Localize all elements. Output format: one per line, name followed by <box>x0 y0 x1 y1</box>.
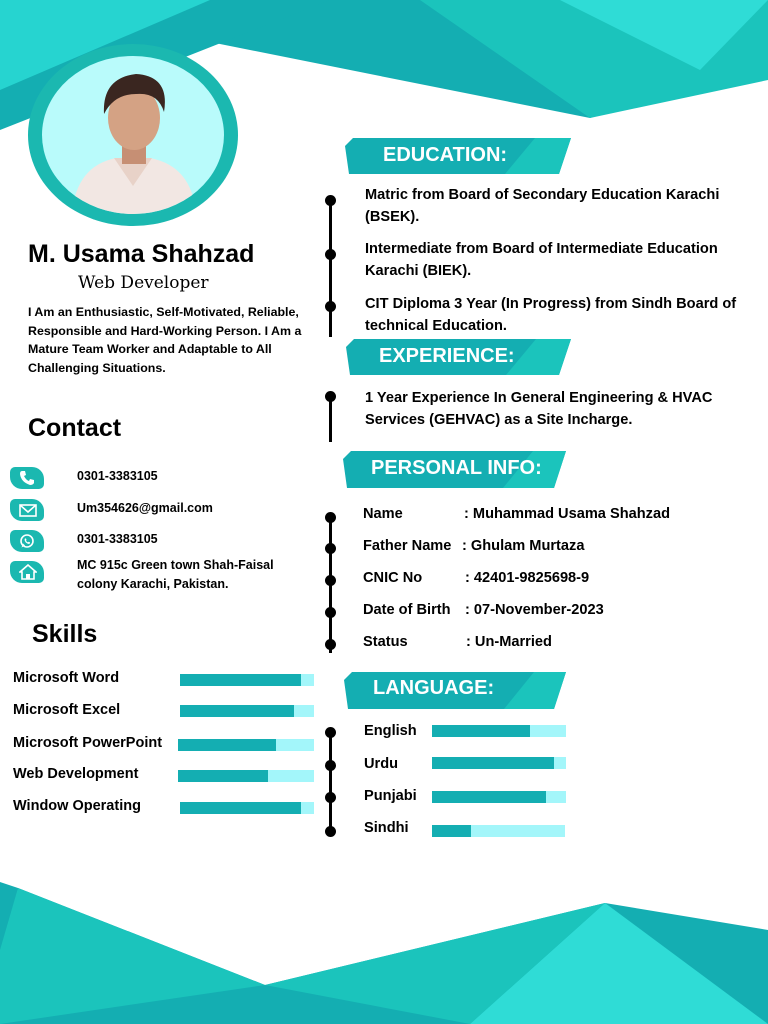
home-icon <box>10 561 44 583</box>
contact-phone-text: 0301-3383105 <box>77 469 158 483</box>
education-entry: CIT Diploma 3 Year (In Progress) from Sindh Board of technical Education. <box>365 296 737 334</box>
personal-label: Father Name <box>363 538 452 554</box>
timeline-dot <box>325 301 336 312</box>
phone-icon <box>10 467 44 489</box>
profile-photo <box>42 56 224 214</box>
personal-value: : Un-Married <box>466 634 552 650</box>
language-bar-fill <box>432 725 530 737</box>
skill-bar-fill <box>178 739 276 751</box>
language-label: Urdu <box>364 756 399 772</box>
timeline-dot <box>325 639 336 650</box>
education-heading: EDUCATION: <box>383 144 508 166</box>
language-bar <box>432 791 566 803</box>
timeline-dot <box>325 760 336 771</box>
personal-label: Date of Birth <box>363 602 451 618</box>
contact-whatsapp-text: 0301-3383105 <box>77 532 158 546</box>
education-entry: Matric from Board of Secondary Education Karachi (BSEK). <box>365 187 720 225</box>
contact-address-text: MC 915c Green town Shah-Faisal colony Karachi, Pakistan. <box>77 558 274 591</box>
contact-heading: Contact <box>28 414 122 442</box>
skill-label: Web Development <box>13 766 139 782</box>
language-label: Sindhi <box>364 820 409 836</box>
experience-entry: 1 Year Experience In General Engineering & HVAC Services (GEHVAC) as a Site Incharge. <box>365 390 713 428</box>
language-bar-fill <box>432 825 471 837</box>
education-timeline <box>329 197 332 337</box>
personal-label: Status <box>363 634 408 650</box>
skill-label: Microsoft Excel <box>13 702 121 718</box>
language-bar <box>432 757 566 769</box>
skill-bar-fill <box>180 674 301 686</box>
skill-bar-fill <box>180 705 294 717</box>
language-bar <box>432 725 566 737</box>
education-entry: Intermediate from Board of Intermediate Education Karachi (BIEK). <box>365 241 718 279</box>
language-bar-fill <box>432 757 554 769</box>
skill-bar <box>180 674 314 686</box>
timeline-dot <box>325 826 336 837</box>
mail-icon <box>10 499 44 521</box>
timeline-dot <box>325 543 336 554</box>
timeline-dot <box>325 575 336 586</box>
skill-bar <box>180 705 314 717</box>
skill-bar <box>178 739 314 751</box>
timeline-dot <box>325 512 336 523</box>
personal-value: : 07-November-2023 <box>465 602 604 618</box>
skill-label: Window Operating <box>13 798 141 814</box>
timeline-dot <box>325 607 336 618</box>
skill-bar <box>180 802 314 814</box>
language-label: Punjabi <box>364 788 417 804</box>
skill-label: Microsoft PowerPoint <box>13 735 163 751</box>
personal-value: : 42401-9825698-9 <box>465 570 590 586</box>
timeline-dot <box>325 727 336 738</box>
whatsapp-icon <box>10 530 44 552</box>
language-heading: LANGUAGE: <box>373 677 495 699</box>
personal-value: : Ghulam Murtaza <box>462 538 585 554</box>
personal-label: CNIC No <box>363 570 423 586</box>
timeline-dot <box>325 792 336 803</box>
language-label: English <box>364 723 417 739</box>
job-title: Web Developer <box>78 273 209 293</box>
skill-bar-fill <box>180 802 301 814</box>
skills-heading: Skills <box>32 620 98 648</box>
contact-email-text: Um354626@gmail.com <box>77 501 213 515</box>
personal-info-heading: PERSONAL INFO: <box>371 457 542 479</box>
language-bar-fill <box>432 791 546 803</box>
timeline-dot <box>325 249 336 260</box>
skill-label: Microsoft Word <box>13 670 120 686</box>
full-name: M. Usama Shahzad <box>28 240 255 268</box>
timeline-dot <box>325 391 336 402</box>
skill-bar <box>178 770 314 782</box>
personal-value: : Muhammad Usama Shahzad <box>464 506 670 522</box>
language-timeline <box>329 729 332 834</box>
skill-bar-fill <box>178 770 268 782</box>
personal-label: Name <box>363 506 403 522</box>
experience-heading: EXPERIENCE: <box>379 345 515 367</box>
person-silhouette-icon <box>42 56 224 214</box>
timeline-dot <box>325 195 336 206</box>
language-bar <box>432 825 565 837</box>
about-text: I Am an Enthusiastic, Self-Motivated, Reliable, Responsible and Hard-Working Person. I Am a Mature Team Worker and Adaptable to All Challenging Situations. <box>28 305 302 375</box>
